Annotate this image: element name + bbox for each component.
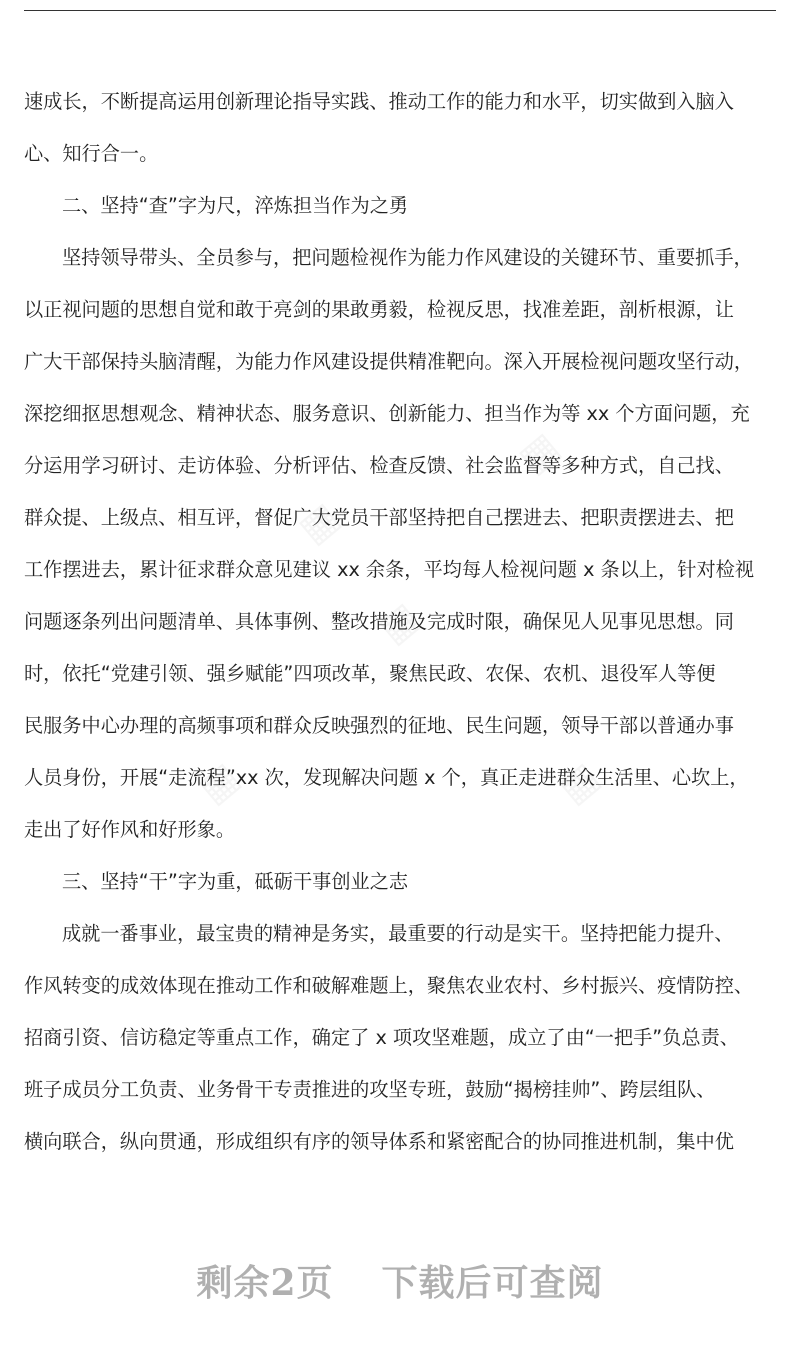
body-line: 以正视问题的思想自觉和敢于亮剑的果敢勇毅，检视反思，找准差距，剖析根源，让: [24, 298, 734, 321]
body-line: 坚持领导带头、全员参与，把问题检视作为能力作风建设的关键环节、重要抓手，: [62, 246, 753, 269]
download-to-read-text: 下载后可查阅: [381, 1262, 604, 1304]
section-heading: 二、坚持“查”字为尺，淬炼担当作为之勇: [62, 194, 409, 217]
body-line: 时，依托“党建引领、强乡赋能”四项改革，聚焦民政、农保、农机、退役军人等便: [24, 662, 716, 685]
body-line: 走出了好作风和好形象。: [24, 818, 236, 841]
download-prompt[interactable]: [0, 1255, 800, 1306]
body-line: 分运用学习研讨、走访体验、分析评估、检查反馈、社会监督等多种方式，自己找、: [24, 454, 734, 477]
body-line: 人员身份，开展“走流程”xx 次，发现解决问题 x 个，真正走进群众生活里、心坎上，: [24, 766, 749, 789]
body-line: 广大干部保持头脑清醒，为能力作风建设提供精准靶向。深入开展检视问题攻坚行动，: [24, 350, 754, 373]
body-line: 横向联合，纵向贯通，形成组织有序的领导体系和紧密配合的协同推进机制，集中优: [24, 1130, 734, 1153]
remaining-pages-text: 剩余2页: [196, 1262, 334, 1304]
document-body: [24, 82, 776, 1174]
body-line: 心、知行合一。: [24, 142, 159, 165]
body-line: 群众提、上级点、相互评，督促广大党员干部坚持把自己摆进去、把职责摆进去、把: [24, 506, 734, 529]
body-line: 工作摆进去，累计征求群众意见建议 xx 余条，平均每人检视问题 x 条以上，针对检视: [24, 558, 755, 581]
body-line: 班子成员分工负责、业务骨干专责推进的攻坚专班，鼓励“揭榜挂帅”、跨层组队、: [24, 1078, 716, 1101]
body-line: 成就一番事业，最宝贵的精神是务实，最重要的行动是实干。坚持把能力提升、: [62, 922, 734, 945]
body-line: 作风转变的成效体现在推动工作和破解难题上，聚焦农业农村、乡村振兴、疫情防控、: [24, 974, 754, 997]
body-line: 招商引资、信访稳定等重点工作，确定了 x 项攻坚难题，成立了由“一把手”负总责、: [24, 1026, 739, 1049]
body-line: 问题逐条列出问题清单、具体事例、整改措施及完成时限，确保见人见事见思想。同: [24, 610, 734, 633]
top-rule: [24, 10, 776, 11]
body-line: 民服务中心办理的高频事项和群众反映强烈的征地、民生问题，领导干部以普通办事: [24, 714, 734, 737]
body-line: 深挖细抠思想观念、精神状态、服务意识、创新能力、担当作为等 xx 个方面问题，充: [24, 402, 750, 425]
section-heading: 三、坚持“干”字为重，砥砺干事创业之志: [62, 870, 409, 893]
body-line: 速成长，不断提高运用创新理论指导实践、推动工作的能力和水平，切实做到入脑入: [24, 90, 734, 113]
